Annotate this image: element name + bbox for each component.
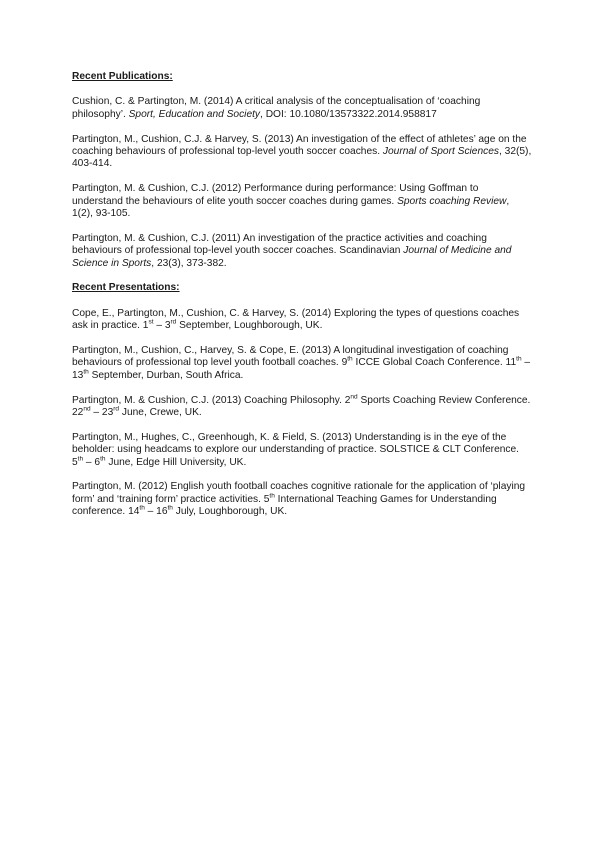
publications-heading: Recent Publications: bbox=[72, 71, 173, 82]
presentation-text: Partington, M. & Cushion, C.J. (2013) Coaching Philosophy. 2 bbox=[72, 394, 351, 406]
ordinal-suffix: nd bbox=[83, 405, 91, 413]
publication-journal: Sports coaching Review bbox=[397, 195, 507, 207]
presentation-text: ICCE Global Coach Conference. 11 bbox=[352, 357, 517, 369]
document-page bbox=[72, 71, 532, 531]
publication-details: , 32(5), 403-414. bbox=[72, 146, 532, 170]
presentation-text: Cope, E., Partington, M., Cushion, C. & Harvey, S. (2014) Exploring the types of questions coaches ask in practice. 1 bbox=[72, 307, 520, 332]
presentation-text: July, Loughborough, UK. bbox=[172, 506, 288, 518]
ordinal-suffix: rd bbox=[113, 405, 120, 413]
presentation-text: – 23 bbox=[90, 407, 114, 419]
presentation-text: Partington, M. (2012) English youth football coaches cognitive rationale for the application of ‘playing form’ and ‘training form’ practice activities. 5 bbox=[72, 481, 526, 505]
publication-citation: Partington, M. & Cushion, C.J. (2012) Performance during performance: Using Goffman to understand the behaviours of elite youth soccer coaches during games. bbox=[72, 183, 479, 207]
publication-citation: Cushion, C. & Partington, M. (2014) A critical analysis of the conceptualisation of ‘coaching philosophy’. bbox=[72, 96, 481, 120]
publication-entry bbox=[72, 233, 532, 270]
publication-details: , 23(3), 373-382. bbox=[151, 257, 227, 269]
presentation-entry bbox=[72, 345, 532, 382]
presentation-text: September, Loughborough, UK. bbox=[176, 320, 323, 332]
presentation-entry bbox=[72, 395, 532, 420]
presentation-text: – 13 bbox=[72, 357, 531, 381]
publication-entry bbox=[72, 134, 532, 171]
ordinal-suffix: nd bbox=[350, 393, 358, 401]
publication-journal: Sport, Education and Society bbox=[128, 108, 261, 120]
ordinal-suffix: th bbox=[516, 356, 522, 364]
publication-details: , DOI: 10.1080/13573322.2014.958817 bbox=[260, 108, 437, 120]
presentation-text: September, Durban, South Africa. bbox=[88, 369, 244, 381]
presentation-text: June, Edge Hill University, UK. bbox=[105, 456, 247, 468]
publication-entry bbox=[72, 96, 532, 121]
publication-entry bbox=[72, 183, 532, 220]
presentation-text: – 3 bbox=[153, 320, 171, 332]
ordinal-suffix: th bbox=[269, 492, 275, 500]
publication-citation: Partington, M. & Cushion, C.J. (2011) An investigation of the practice activities and coaching behaviours of professional top-level youth soccer coaches. Scandinavian bbox=[72, 232, 487, 257]
presentation-text: – 6 bbox=[83, 456, 101, 468]
presentation-text: – 16 bbox=[144, 506, 168, 518]
publication-journal: Journal of Sport Sciences bbox=[382, 146, 499, 158]
presentation-text: Partington, M., Hughes, C., Greenhough, K. & Field, S. (2013) Understanding is in the eye of the beholder: using headcams to explore our understanding of practice. SOLSTICE & CLT Conference. 5 bbox=[72, 431, 519, 468]
ordinal-suffix: st bbox=[148, 318, 154, 326]
presentation-text: International Teaching Games for Understanding conference. 14 bbox=[72, 493, 497, 518]
presentation-text: Sports Coaching Review Conference. 22 bbox=[72, 394, 531, 419]
publication-journal: Journal of Medicine and Science in Sports bbox=[72, 245, 512, 269]
ordinal-suffix: th bbox=[167, 504, 173, 512]
presentation-entry bbox=[72, 432, 532, 469]
ordinal-suffix: th bbox=[139, 504, 145, 512]
ordinal-suffix: rd bbox=[170, 318, 177, 326]
ordinal-suffix: th bbox=[83, 368, 89, 376]
ordinal-suffix: th bbox=[77, 455, 84, 463]
publication-citation: Partington, M., Cushion, C.J. & Harvey, S. (2013) An investigation of the effect of athletes’ age on the coaching behaviours of professional top-level youth soccer coaches. bbox=[72, 133, 527, 158]
publication-details: , 1(2), 93-105. bbox=[72, 195, 510, 220]
presentation-entry bbox=[72, 308, 532, 333]
presentation-entry bbox=[72, 481, 532, 518]
presentation-text: Partington, M., Cushion, C., Harvey, S. & Cope, E. (2013) A longitudinal investigation of coaching behaviours of professional top level youth football coaches. 9 bbox=[72, 345, 509, 369]
ordinal-suffix: th bbox=[100, 455, 106, 463]
ordinal-suffix: th bbox=[347, 356, 353, 364]
presentations-heading: Recent Presentations: bbox=[72, 282, 180, 294]
presentation-text: June, Crewe, UK. bbox=[119, 407, 202, 419]
